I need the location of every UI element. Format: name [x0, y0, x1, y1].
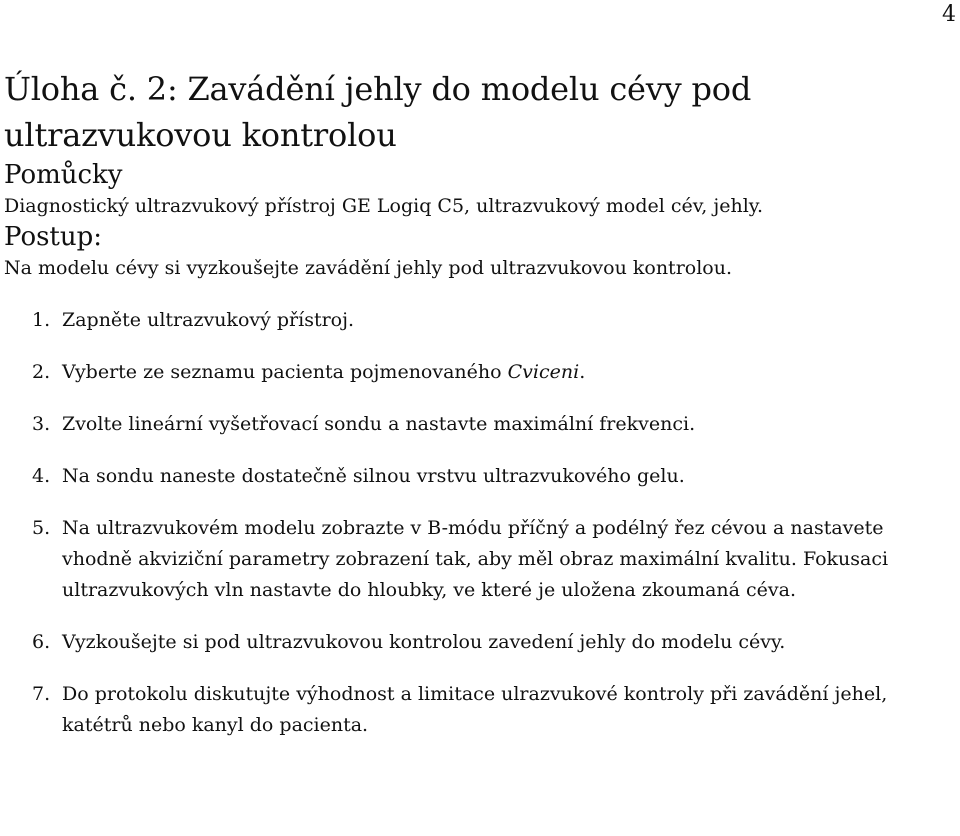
- step-item: [4, 357, 956, 388]
- step-text: Vyberte ze seznamu pacienta pojmenovaného: [62, 361, 508, 383]
- step-text: Na sondu naneste dostatečně silnou vrstvu ultrazvukového gelu.: [62, 465, 685, 487]
- step-item: [4, 513, 956, 606]
- page-number: 4: [942, 2, 956, 27]
- procedure-steps: [4, 305, 956, 741]
- document-body: [4, 66, 956, 741]
- task-title: Úloha č. 2: Zavádění jehly do modelu cévy pod ultrazvukovou kontrolou: [4, 70, 752, 154]
- step-text: Zvolte lineární vyšetřovací sondu a nastavte maximální frekvenci.: [62, 413, 696, 435]
- step-number: 6.: [32, 631, 51, 653]
- step-text: Zapněte ultrazvukový přístroj.: [62, 309, 355, 331]
- step-number: 3.: [32, 413, 51, 435]
- step-item: [4, 627, 956, 658]
- step-number: 4.: [32, 465, 51, 487]
- patient-name: Cviceni: [507, 361, 580, 383]
- step-text: Na ultrazvukovém modelu zobrazte v B-módu příčný a podélný řez cévou a nastavete vhodně akviziční parametry zobrazení tak, aby měl obraz maximální kvalitu. Fokusaci ultrazvukových vln nastavte do hloubky, ve které je uložena zkoumaná céva.: [62, 517, 889, 601]
- step-text: Vyzkoušejte si pod ultrazvukovou kontrolou zavedení jehly do modelu cévy.: [62, 631, 786, 653]
- step-item: [4, 461, 956, 492]
- procedure-intro: Na modelu cévy si vyzkoušejte zavádění jehly pod ultrazvukovou kontrolou.: [4, 257, 733, 279]
- step-number: 2.: [32, 361, 51, 383]
- step-item: [4, 679, 956, 741]
- step-item: [4, 305, 956, 336]
- step-item: [4, 409, 956, 440]
- procedure-heading: Postup:: [4, 222, 103, 252]
- tools-text: Diagnostický ultrazvukový přístroj GE Logiq C5, ultrazvukový model cév, jehly.: [4, 195, 764, 217]
- step-text-tail: .: [579, 361, 586, 383]
- step-number: 1.: [32, 309, 51, 331]
- tools-heading: Pomůcky: [4, 160, 123, 190]
- step-number: 7.: [32, 683, 51, 705]
- step-text: Do protokolu diskutujte výhodnost a limitace ulrazvukové kontroly při zavádění jehel, katétrů nebo kanyl do pacienta.: [62, 683, 888, 736]
- step-number: 5.: [32, 517, 51, 539]
